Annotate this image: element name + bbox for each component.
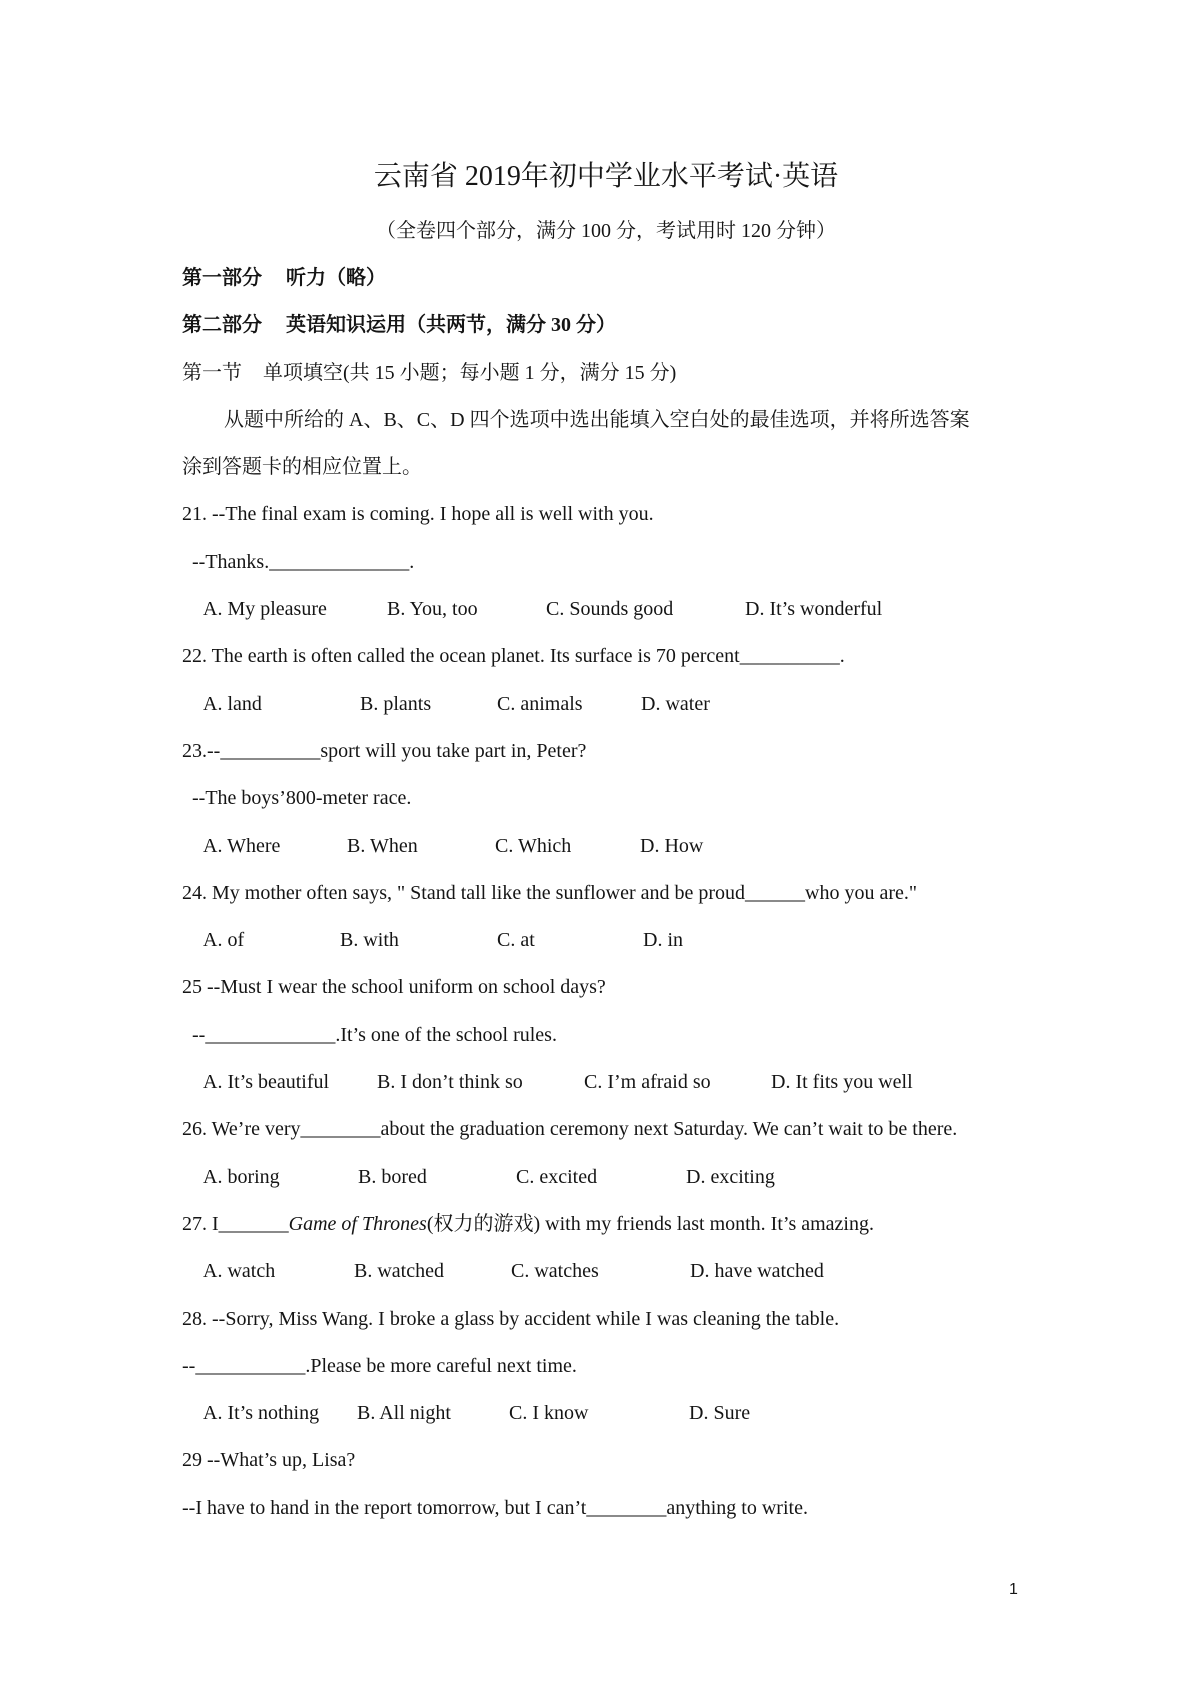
instructions-line-2: 涂到答题卡的相应位置上。 bbox=[182, 456, 422, 479]
question-24-options bbox=[182, 917, 1062, 964]
option-b: B. with bbox=[340, 929, 399, 952]
question-28-stem: 28. --Sorry, Miss Wang. I broke a glass by accident while I was cleaning the table. bbox=[182, 1307, 840, 1330]
question-27-stem bbox=[182, 1201, 1062, 1248]
section1-label: 第一节 bbox=[182, 361, 242, 384]
part2-label: 第二部分 bbox=[182, 314, 262, 337]
option-a: A. boring bbox=[203, 1165, 280, 1188]
part2-heading bbox=[182, 302, 1062, 349]
option-d: D. have watched bbox=[690, 1260, 824, 1283]
option-b: B. All night bbox=[357, 1402, 451, 1425]
option-c: C. animals bbox=[497, 692, 583, 715]
section1-text: 单项填空(共 15 小题；每小题 1 分，满分 15 分) bbox=[263, 361, 677, 384]
option-d: D. It’s wonderful bbox=[745, 598, 883, 621]
option-c: C. excited bbox=[516, 1165, 598, 1188]
question-27-options bbox=[182, 1248, 1062, 1295]
question-27-stem-after: (权力的游戏) with my friends last month. It’s amazing. bbox=[426, 1212, 874, 1235]
option-b: B. I don’t think so bbox=[377, 1071, 523, 1094]
question-28-reply: --___________.Please be more careful next time. bbox=[182, 1354, 577, 1377]
option-a: A. land bbox=[203, 692, 262, 715]
option-a: A. It’s beautiful bbox=[203, 1071, 330, 1094]
option-a: A. watch bbox=[203, 1260, 276, 1283]
option-d: D. Sure bbox=[689, 1402, 751, 1425]
question-21-stem: 21. --The final exam is coming. I hope all is well with you. bbox=[182, 503, 654, 526]
option-b: B. You, too bbox=[387, 598, 478, 621]
option-d: D. How bbox=[640, 834, 704, 857]
option-c: C. watches bbox=[511, 1260, 599, 1283]
option-b: B. plants bbox=[360, 692, 432, 715]
question-28-options bbox=[182, 1390, 1062, 1437]
question-25-reply: --_____________.It’s one of the school rules. bbox=[192, 1023, 557, 1046]
question-25-options bbox=[182, 1059, 1062, 1106]
question-23-options bbox=[182, 823, 1062, 870]
option-c: C. I know bbox=[509, 1402, 589, 1425]
option-c: C. I’m afraid so bbox=[584, 1071, 711, 1094]
question-29-reply: --I have to hand in the report tomorrow, but I can’t________anything to write. bbox=[182, 1496, 808, 1519]
question-21-options bbox=[182, 586, 1062, 633]
question-26-stem: 26. We’re very________about the graduation ceremony next Saturday. We can’t wait to be there. bbox=[182, 1118, 958, 1141]
option-a: A. My pleasure bbox=[203, 598, 327, 621]
exam-subtitle: （全卷四个部分，满分 100 分，考试用时 120 分钟） bbox=[376, 220, 836, 242]
part1-heading bbox=[182, 255, 1062, 302]
option-d: D. It fits you well bbox=[771, 1071, 913, 1094]
exam-content bbox=[182, 255, 1062, 1532]
option-d: D. in bbox=[643, 929, 683, 952]
option-d: D. water bbox=[641, 692, 710, 715]
question-26-options bbox=[182, 1154, 1062, 1201]
option-b: B. bored bbox=[358, 1165, 427, 1188]
option-d: D. exciting bbox=[686, 1165, 775, 1188]
option-c: C. Sounds good bbox=[546, 598, 674, 621]
question-23-stem: 23.--__________sport will you take part in, Peter? bbox=[182, 739, 587, 762]
part1-text: 听力（略） bbox=[286, 267, 386, 289]
option-a: A. It’s nothing bbox=[203, 1402, 320, 1425]
option-b: B. watched bbox=[354, 1260, 444, 1283]
question-27-stem-before: 27. I_______ bbox=[182, 1212, 289, 1235]
section1-heading bbox=[182, 350, 1062, 397]
instructions-line-1: 从题中所给的 A、B、C、D 四个选项中选出能填入空白处的最佳选项，并将所选答案 bbox=[224, 408, 970, 431]
option-c: C. at bbox=[497, 929, 535, 952]
question-24-stem: 24. My mother often says, " Stand tall like the sunflower and be proud______who you are." bbox=[182, 881, 918, 904]
question-25-stem: 25 --Must I wear the school uniform on school days? bbox=[182, 976, 606, 999]
part1-label: 第一部分 bbox=[182, 267, 262, 289]
question-21-reply: --Thanks.______________. bbox=[192, 550, 415, 573]
page-number: 1 bbox=[1009, 1581, 1018, 1598]
question-22-stem: 22. The earth is often called the ocean planet. Its surface is 70 percent__________. bbox=[182, 645, 845, 668]
option-c: C. Which bbox=[495, 834, 572, 857]
question-22-options bbox=[182, 681, 1062, 728]
option-a: A. Where bbox=[203, 834, 281, 857]
exam-title: 云南省 2019年初中学业水平考试·英语 bbox=[373, 161, 839, 192]
option-a: A. of bbox=[203, 929, 245, 952]
question-29-stem: 29 --What’s up, Lisa? bbox=[182, 1449, 356, 1472]
option-b: B. When bbox=[347, 834, 418, 857]
part2-text: 英语知识运用（共两节，满分 30 分） bbox=[286, 314, 616, 337]
question-27-title: Game of Thrones bbox=[288, 1212, 427, 1235]
question-23-reply: --The boys’800-meter race. bbox=[192, 787, 412, 810]
